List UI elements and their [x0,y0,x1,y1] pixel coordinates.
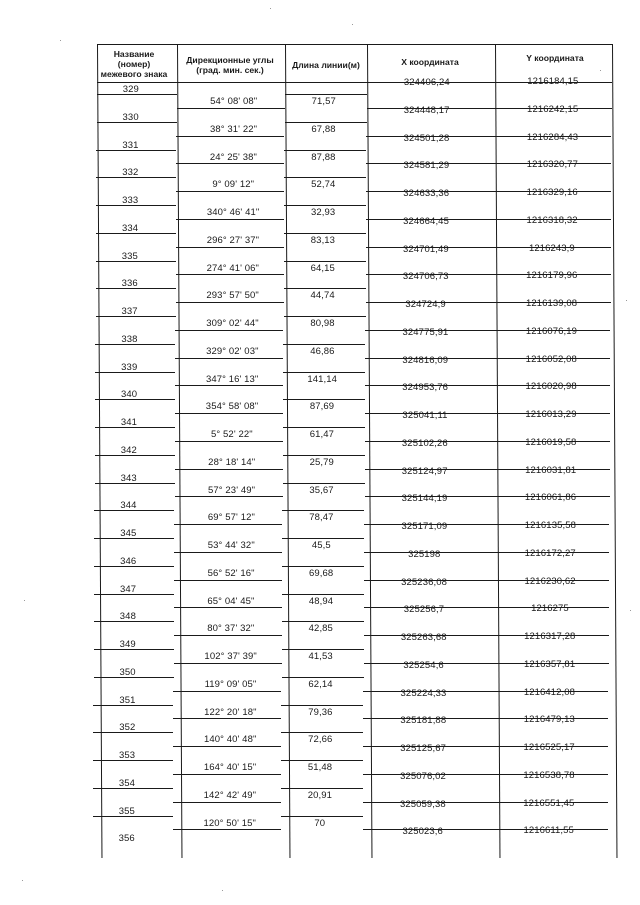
point-y: 1216031,81 [525,464,577,476]
segment-length: 20,91 [307,789,333,801]
point-x: 324775,91 [402,326,449,338]
segment-length: 45,5 [311,540,331,551]
point-y: 1216538,78 [523,769,575,781]
row-line [283,483,365,484]
row-line [281,760,363,761]
point-y: 1216317,28 [524,631,576,642]
scan-speck [24,600,25,601]
point-name: 343 [120,472,137,484]
row-line [282,538,364,539]
point-y: 1216179,96 [526,270,578,282]
row-line [174,524,282,525]
row-line [176,136,284,137]
point-name: 344 [120,500,137,512]
segment-length: 79,36 [308,706,333,718]
point-x: 325124,97 [401,465,448,477]
header-name-line-2: (номер) [117,59,151,69]
row-line [281,732,363,733]
point-x: 325254,6 [403,659,444,671]
row-line [283,372,365,373]
segment-angle: 102° 37' 39" [204,651,257,662]
header-y: Y координата [526,53,584,63]
point-x: 324633,36 [403,188,450,199]
point-y: 1216412,08 [523,686,576,698]
scan-speck [600,70,601,71]
segment-length: 141,14 [307,373,338,385]
point-name: 333 [122,195,139,206]
row-line [174,663,282,664]
row-line [284,316,366,317]
segment-length: 51,48 [307,762,333,773]
row-line [285,94,367,95]
scan-speck [352,24,353,25]
point-x: 325041,11 [402,410,448,421]
point-name: 353 [119,750,136,761]
scan-speck [60,40,61,41]
segment-angle: 296° 27' 37" [206,234,260,246]
point-name: 342 [120,444,137,456]
point-x: 324664,45 [403,215,449,227]
column-line [97,44,102,858]
row-line [282,621,364,622]
point-x: 324501,28 [403,132,450,144]
segment-angle: 122° 20' 18" [204,706,257,718]
segment-length: 87,88 [311,151,336,163]
row-line [175,385,283,386]
scan-speck [630,610,631,611]
segment-angle: 56° 52' 16" [207,567,255,579]
row-line [282,566,364,567]
segment-angle: 54° 08' 08" [210,96,258,107]
point-y: 1216020,98 [525,381,577,393]
point-name: 339 [121,361,138,373]
point-y: 1216611,55 [523,825,574,837]
segment-angle: 57° 23' 49" [208,484,256,496]
point-name: 354 [118,777,136,789]
row-line [175,469,283,470]
point-name: 341 [120,417,138,428]
segment-angle: 329° 02' 03" [206,345,259,357]
row-line [284,288,366,289]
point-y: 1216076,19 [525,325,578,337]
point-x: 325125,67 [400,743,447,754]
point-x: 324953,76 [402,382,449,394]
point-y: 1216275 [531,603,569,615]
segment-angle: 347° 16' 13" [205,373,259,385]
point-name: 337 [121,306,138,317]
point-name: 348 [119,611,136,623]
column-line [612,44,617,858]
scan-speck [270,8,271,9]
point-x: 325224,33 [400,687,447,699]
point-name: 331 [122,139,139,151]
point-x: 324448,17 [403,104,450,116]
row-line [282,510,364,511]
point-y: 1216329,16 [526,187,578,198]
segment-angle: 53° 44' 32" [207,540,255,551]
point-x: 325144,19 [401,493,448,505]
point-y: 1216013,29 [525,409,577,420]
row-line [284,205,366,206]
segment-angle: 9° 09' 12" [212,179,255,191]
segment-length: 70 [314,817,326,829]
point-x: 324701,49 [402,243,449,255]
segment-length: 80,98 [310,318,335,329]
point-name: 350 [119,666,136,678]
segment-length: 62,14 [308,678,333,690]
row-line [176,191,284,192]
segment-length: 67,88 [311,123,336,135]
point-y: 1216052,08 [525,353,577,365]
segment-length: 78,47 [309,512,334,524]
row-line [174,607,282,608]
segment-length: 35,67 [309,484,334,496]
segment-angle: 65° 04' 45" [207,595,255,607]
point-name: 334 [121,222,139,234]
point-y: 1216135,58 [524,520,576,531]
segment-length: 42,85 [308,623,333,635]
row-line [173,829,281,830]
point-y: 1216551,45 [523,797,575,809]
point-y: 1216320,77 [526,159,578,171]
row-line [281,788,363,789]
point-x: 324406,24 [403,77,450,88]
scan-speck [222,890,223,891]
row-line [175,413,283,414]
point-x: 325263,68 [400,632,447,643]
header-x: X координата [401,57,459,67]
row-line [284,261,366,262]
header-angle-line-2: (град. мин. сек.) [196,65,264,75]
segment-length: 87,69 [309,401,335,413]
row-line [174,635,282,636]
point-name: 355 [118,805,135,817]
point-name: 347 [119,583,137,595]
segment-angle: 69° 57' 12" [207,512,255,524]
point-name: 329 [122,84,139,95]
row-line [173,746,281,747]
point-name: 330 [122,111,139,123]
point-name: 346 [120,555,137,567]
row-line [175,330,283,331]
segment-length: 46,86 [310,345,335,357]
row-line [174,580,282,581]
point-name: 338 [121,333,138,345]
point-x: 324706,73 [402,271,449,283]
point-x: 325171,09 [401,521,448,532]
segment-length: 64,15 [310,262,335,274]
row-line [173,802,281,803]
header-top-line [97,44,612,45]
segment-length: 25,79 [309,456,334,468]
segment-length: 41,53 [308,651,333,662]
segment-angle: 119° 09' 05" [204,678,257,690]
row-line [283,427,365,428]
row-line [364,607,609,608]
row-line [284,177,366,178]
point-name: 340 [121,389,138,401]
column-line [285,44,290,858]
point-y: 1216479,13 [523,714,575,726]
point-name: 349 [119,639,136,650]
point-x: 325076,02 [400,770,446,782]
segment-length: 83,13 [310,234,336,246]
segment-length: 52,74 [311,179,336,191]
point-name: 351 [119,694,136,706]
point-name: 335 [121,250,138,262]
segment-angle: 28° 18' 14" [208,456,256,468]
point-name: 332 [122,167,139,179]
segment-length: 72,66 [308,734,333,746]
segment-angle: 340° 46' 41" [206,207,260,218]
row-line [175,496,283,497]
segment-angle: 140° 40' 48" [203,734,257,746]
point-name: 356 [118,833,135,845]
point-x: 325236,08 [401,576,447,588]
point-x: 325059,38 [399,798,446,810]
row-line [173,774,281,775]
point-y: 1216061,86 [524,492,577,504]
row-line [176,163,284,164]
segment-angle: 354° 58' 08" [205,401,259,413]
point-x: 324816,09 [402,354,449,366]
segment-angle: 80° 37' 32" [207,623,255,635]
row-line [283,455,365,456]
point-name: 345 [120,528,137,539]
row-line [284,150,366,151]
point-y: 1216019,58 [525,436,577,448]
column-line [495,44,500,858]
row-line [176,247,284,248]
point-x: 325198 [408,548,441,560]
segment-angle: 164° 40' 15" [203,762,257,773]
header-name-line-1: Название [113,49,155,59]
header-angle-line-1: Дирекционные углы [186,55,274,65]
row-line [283,344,365,345]
segment-angle: 293° 57' 50" [206,290,259,302]
segment-length: 61,47 [309,429,335,440]
row-line [177,108,285,109]
point-y: 1216284,43 [526,131,579,143]
point-x: 324724,9 [405,299,446,310]
segment-angle: 274° 41' 06" [206,262,260,274]
row-line [282,677,364,678]
header-length: Длина линии(м) [292,60,360,70]
segment-length: 32,93 [310,207,336,218]
point-y: 1216242,15 [527,103,579,115]
row-line [175,358,283,359]
point-y: 1216525,17 [523,742,575,753]
segment-angle: 38° 31' 22" [210,123,258,135]
row-line [281,816,363,817]
point-y: 1216318,32 [526,214,578,226]
row-line [176,219,284,220]
point-y: 1216230,62 [524,575,576,587]
segment-length: 69,68 [308,567,334,579]
row-line [284,233,366,234]
row-line [176,302,284,303]
segment-angle: 5° 52' 22" [211,429,253,440]
row-line [282,649,364,650]
segment-length: 48,94 [308,595,334,607]
row-line [174,552,282,553]
point-x: 324581,29 [403,160,450,172]
header-name-line-3: межевого знака [100,69,168,79]
segment-angle: 120° 50' 15" [203,817,256,829]
point-y: 1216172,27 [524,547,576,559]
point-y: 1216139,08 [525,298,578,309]
point-x: 325102,26 [401,437,448,449]
segment-angle: 309° 02' 44" [206,318,259,329]
row-line [285,122,367,123]
column-line [177,44,182,858]
row-line [282,594,364,595]
row-line [281,705,363,706]
point-x: 325256,7 [403,604,445,616]
row-line [283,399,365,400]
point-y: 1216184,15 [527,76,579,87]
point-x: 325023,6 [402,826,443,838]
row-line [176,274,284,275]
point-name: 352 [119,722,136,734]
segment-angle: 142° 42' 49" [203,789,257,801]
point-name: 336 [121,278,138,290]
segment-angle: 24° 25' 38" [209,151,257,163]
scan-speck [626,300,627,301]
row-line [173,691,281,692]
point-y: 1216243,9 [528,242,575,254]
point-x: 325181,88 [400,715,447,727]
column-line [367,44,372,858]
scan-speck [22,880,23,881]
segment-length: 71,57 [311,96,336,107]
point-y: 1216357,81 [524,658,576,670]
row-line [175,441,283,442]
segment-length: 44,74 [310,290,335,302]
row-line [173,718,281,719]
